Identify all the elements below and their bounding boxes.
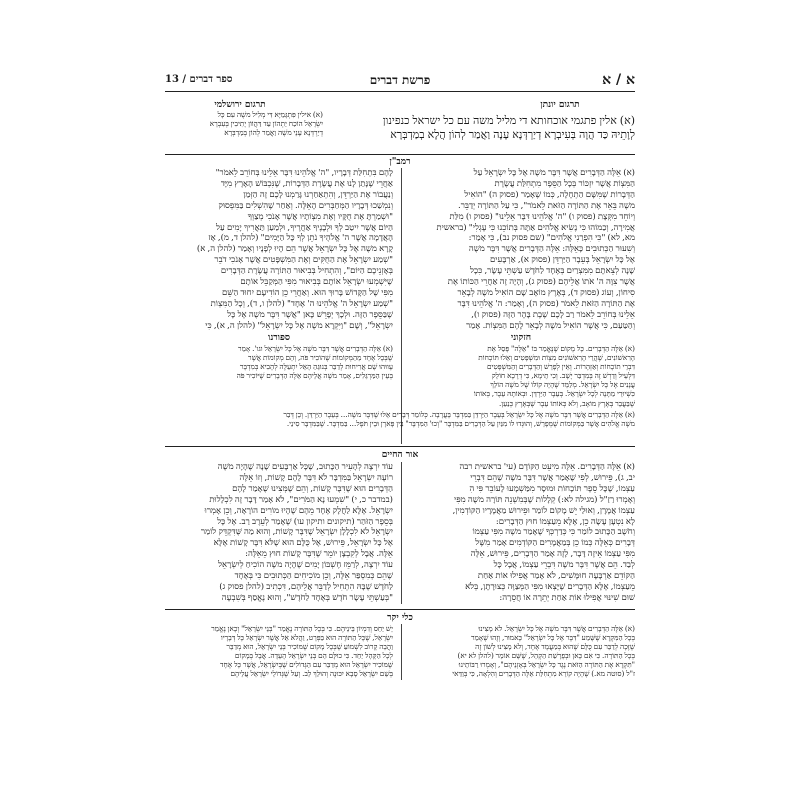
text-line: דִּלְעֵיל וְדַרְשׁ זֶה בְּמִדְבַּר יָשָׁב. וְכִי תֵימָא, כִּי דְרָכָא חוֹלֵק <box>491 371 635 381</box>
text-line: משֶׁה בֵּאֵר אֶת הַתּוֹרָה הַזֹּאת לֵאמֹר", כִּי עַל הַתּוֹרָה יְדַבֵּר. <box>458 200 635 211</box>
text-line: אֲמִירָה, וְכַמוֹהוּ כִּי נֶשִׂיא אֱלֹהִים אַתָּה בְּתוֹכֵנוּ כִּי עֶגְלִי" (בראשית <box>436 222 635 233</box>
text-line: אֶת הַתּוֹרָה הַזֹּאת לֵאמֹר (פסוק ה), וְאָמַר: ה' אֱלֹהֵינוּ דִּבֶּר <box>457 298 635 309</box>
text-line: יִשְׂרָאֵל, שֶׁכָּל הַתּוֹרָה הוּא בַּפְּרָט, וַהֲלֹא אֵל אֲשֶׁר יִשְׂרָאֵל כָּל דְּבָרָיו <box>220 633 393 643</box>
text-line: בְּסֵפֶר הַזֹּהַר (תיקונים ותיקון עו) שֶׁאָמַר לְעֵרֶב רַב. אֶל כָּל <box>217 516 393 527</box>
text-line: (א) אֵלֶּה הַדְּבָרִים אֲשֶׁר דִּבֶּר משֶׁה אֶל כָּל יִשְׂרָאֵל. לֹא מָצִינוּ <box>478 624 635 633</box>
targum-yerushalmi-text <box>165 110 323 137</box>
section-rule <box>165 154 635 155</box>
text-line: (א) אֵלֶּה הַדְּבָרִים אֲשֶׁר דִּבֶּר משֶׁה אֶל כָּל יִשְׂרָאֵל בְּעֵבֶר הַיַּרְדֵּן בַּמִּדְבָּר בָּעֲרָבָה. כְּלוֹמַר דְּבָרִים אֵלּוּ שֶׁדִּבֶּר משֶׁה... בְּעֵבֶר הַיַּרְדֵּן. וְכֵן דְּבַר <box>283 410 635 419</box>
text-line: וְנִמְשַׁכוּ דְּבָרָיו הַמְּחַבְּרִים הָאֵלֶּה. וְאַחַר שֶׁהִשְׁלִים בַּמִּפְסוּק <box>218 200 393 211</box>
text-line: מִפִּי שֶׁל הַקָּדוֹשׁ בָּרוּךְ הוּא. וְאַחֲרֵי כֵן הוֹדִיעָם יִחוּד הַשֵּׁם <box>222 287 393 298</box>
text-line: יִשְׂרָאֵל", וְשָׁם "וַיִּקְרָא משֶׁה אֶל כָּל יִשְׂרָאֵל" (להלן ה, א), כִּי <box>205 320 393 331</box>
text-line: "שְׁמַע יִשְׂרָאֵל ה' אֱלֹהֵינוּ ה' אֶחָד" (להלן ו, ד), וְכָל הַמִּצְוֹת <box>210 298 393 309</box>
section-rule <box>165 446 635 447</box>
text-line: בְּכָל הַמִּקְרָא שֶׁשָּׁמַע "דִּבֶּר אֶל כָּל יִשְׂרָאֵל" כָּאמוּר, וְזֶהוּ שֶׁאָמַר <box>470 633 635 643</box>
running-header <box>165 72 635 88</box>
text-line: עוֹד יִרְצֶה לְהָעִיר הַכָּתוּב, שֶׁכָּל אַרְבָּעִים שָׁנָה שֶׁהָיָה משֶׁה <box>217 462 393 472</box>
section-rule <box>165 609 635 610</box>
text-line: "וּשְׁמַרְתָּ אֶת חֻקָּיו וְאֶת מִצְוֹתָיו אֲשֶׁר אָנֹכִי מְצַוְּךָ <box>247 211 393 222</box>
or-hachaim-title: אור החיים <box>381 450 419 460</box>
text-line: אֲשֶׁר צִוָּה ה' אֹתוֹ אֲלֵיהֶם (פסוק ג), וְהָיָה זֶה אַחֲרֵי הַכּוֹתוֹ אֶת <box>447 277 635 288</box>
text-line: הַמִּצְוֹת אֲשֶׁר יִזְכּוֹר בְּכָל הַסֵּפֶר מִתְחִלַּת עֲשֶׂרֶת <box>494 178 635 189</box>
kli-yakar-title: כלי יקר <box>387 613 413 623</box>
text-line: בְּשֵׁם יִשְׂרָאֵל סָבָא יִכּוּנֶה וְהוּלַךְ לֵב. וְעַל שֶׁגְּדוֹלֵי יִשְׂרָאֵל עֲלֵיהֶם <box>230 669 393 679</box>
document-page <box>165 72 635 734</box>
text-line: מֵעַצְמוֹ, אֶלָּא הַדְּבָרִים שֶׁיָּצְאוּ מִפִּי הַמְּצַוֶּה כְּצוּרָתָן, בְּלֹא <box>465 581 635 592</box>
text-line: "תִּקְרָא אֶת הַתּוֹרָה הַזֹּאת נֶגֶד כָּל יִשְׂרָאֵל בְּאָזְנֵיהֶם", וְאָמְרוּ רַבּוֹתֵינוּ <box>458 660 635 670</box>
text-line: אֵלֶּה. אֲבָל לְקִבְצָן יוֹמֵר שֶׁדִּבֶּר קָשׁוֹת חוּץ מֵאֵלֶּה: <box>245 549 393 560</box>
text-line: (במדבר כ, י) "שִׁמְעוּ נָא הַמֹּרִים", לֹא אָמַר דָּבָר זֶה לִכְלָלוּת <box>209 494 393 505</box>
text-line: (א) אֵלֶּה הַדְּבָרִים אֲשֶׁר דִּבֶּר משֶׁה אֶל כָּל יִשְׂרָאֵל וגו'. אָמַר <box>238 344 393 353</box>
text-line: יֵשׁ יַחַס וְדִמְיוֹן בֵּינֵיהֶם. כִּי בְּכָל הַתּוֹרָה נֶאֱמַר "בְּנֵי יִשְׂרָאֵל" וְכָאן נֶאֱמַר <box>211 624 393 633</box>
targum-yerushalmi-title: תרגום ירושלמי <box>214 100 266 110</box>
chapter-marker: א / א <box>602 72 635 88</box>
text-line: כִּשְׁיוּרֵי מַתָּנָה לְכָל יִשְׂרָאֵל. בְּעֵבֶר הַיַּרְדֵּן. וּבְאוֹתָהּ עֵבֶר, בְּאוֹתוֹ <box>473 389 635 399</box>
mid-note <box>165 410 635 428</box>
text-line: ז"ל (סוטה מא.) שֶׁהָיָה קוֹרֵא מִתְחִלַּת אֵלֶּה הַדְּבָרִים וְהִלְאָה, כִּי בְּוַדַּאי <box>452 669 635 679</box>
text-line: וְאָמְרוּ רַזַ"ל (מגילה לא:) קְלָלוֹת שֶׁבְּמִשְׁנֵה תּוֹרָה משֶׁה מִפִּי <box>454 494 635 505</box>
text-line: משֶׁה אֱלֹהִים אֲשֶׁר בַּמְּקוֹמוֹת שֶׁמְּפָרֵשׁ, וְהוּגְּדוּ לוֹ מִנַּיִן עַל הַדְּבָרִים בַּמִּדְבָּר "וְכוּ' הַמִּדְבָּר" בֵּין פָּארָן וּבֵין תֹּפֶל... בַּמִּדְבָּר. שֶׁבַּמִּדְבָּר סִינַי. <box>286 419 635 429</box>
text-line: הַקּוֹדֵם אַרְבָּעָה חוּמָּשִׁים, לֹא אָמַר אֲפִילוּ אוֹת אַחַת <box>477 571 635 582</box>
text-line: הַדְּבָרוֹת שֶׁמִּשָּׁם הַתְחָלָה, כְּמוֹ שֶׁאָמַר (פסוק ה) "הוֹאִיל <box>464 189 635 200</box>
text-line: וְהַטַּעַם, כִּי אֲשֶׁר הוֹאִיל משֶׁה לְבָאֵר לָהֶם הַמִּצְוֹת. אָמַר <box>466 320 635 331</box>
text-line: מִפִּי עַצְמוֹ אֵיזֶה דָּבָר, לָזֶה אָמַר הַדְּבָרִים, פֵּירוּשׁ, אֵלֶּה <box>470 549 635 560</box>
or-hachaim-right-column <box>407 462 635 604</box>
text-line: שֶׁבְּכָל אֶחָד מֵהַמְּקוֹמוֹת שֶׁהוֹכִיר פֹּה, וְהֵם מְקוֹמוֹת אֲשֶׁר <box>248 353 393 363</box>
text-line: שׁוּם שִׁינּוּי אֲפִילוּ אוֹת אַחַת יְתֵרָה אוֹ חֲסֵרָה: <box>499 592 635 603</box>
text-line: אֶל כָּל יִשְׂרָאֵל בְּעֵבֶר הַיַּרְדֵּן (פסוק א), אַרְבָּעִים <box>489 255 635 266</box>
text-line: יב, ג), פֵּירוּשׁ, לְפִי שֶׁאָמַר אֲשֶׁר דִּבֶּר משֶׁה שֶׁהֵם דִּבְרֵי <box>470 472 635 483</box>
header-rule <box>165 91 635 92</box>
text-line: עַצְמוֹ, שֶׁכָּל סֵפֶר תּוֹכָחוֹת וּמוּסָר מִמַּשְׁמָעוּ לָעוֹבֵר פִּי הִ <box>469 483 635 494</box>
text-line: דְיַרְדְּנָא עָנֵי משֶׁה וַאֲמַר לְהוֹן בְּמַדְבְּרָא <box>224 128 323 138</box>
ramban-title: רמב"ן <box>389 157 411 167</box>
text-line: יִשְׂרָאֵל. אֶלָּא לַחֲלָק אֶחָד מֵהֶם שֶׁהָיוּ מוֹרִים הוֹרָאָה, וְכֵן אָמְרוּ <box>204 505 393 516</box>
text-line: "בְּעַשְׁתֵּי עָשָׂר חֹדֶשׁ בְּאֶחָד לַחֹדֶשׁ", וְהוּא נֶאֱסַף בְּשִׁבְעָה <box>221 592 393 603</box>
text-line: שֶׁמּוֹכִיר יִשְׂרָאֵל הוּא מְדַבֵּר עִם הַגְּדוֹלִים שֶׁבְּיִשְׂרָאֵל, אֲשֶׁר כָּל אֶחָד <box>220 660 393 670</box>
text-line: יִשְׂרָאֵל הוֹכַח יַתְהוֹן עַד דַּהֲוֹוֹן יָתִיבִין בְּעִבְרָא <box>209 119 323 129</box>
text-line: (א) אֵלֶּה הַדְּבָרִים. כָּל מָקוֹם שֶׁנֶּאֱמַר בּוֹ "אֵלֶּה" פָּסַל אֶת <box>487 344 635 353</box>
text-line: שָׁנָה לְצֵאתָם מִמִּצְרַיִם בְּאֶחָד לַחֹדֶשׁ עַשְׁתֵּי עָשָׂר, כִּכָל <box>469 266 635 277</box>
text-line: שֶׁהֵם כְּמִסְפַּר אֵלֶּה, וְכֵן מוֹכִיחִים הַכְּתוּבִים כִּי בְּאֶחָד <box>234 571 393 582</box>
text-line: וַהֲבֵה קָרוֹב לִשְׁמוֹעַ שֶׁבְּכָל מָקוֹם שֶׁמּוֹכִיר בְּנֵי יִשְׂרָאֵל, הוּא מְדַבֵּר <box>226 642 393 652</box>
or-hachaim-left-column <box>165 462 393 604</box>
text-line: אֶל כָּל יִשְׂרָאֵל, פֵּירוּשׁ, אֶל כֻּלָּם הוּא שֶׁלֹּא דִּבֶּר קָשׁוֹת אֶלָּא <box>213 538 393 549</box>
text-line: אַחֲרֵי שֶׁנָּתַן לָנוּ אֶת עֲשֶׂרֶת הַדְּבָרוֹת, שֶׁנִּכְבּוֹשׁ הָאָרֶץ מִיָּד <box>220 178 393 189</box>
ramban-left-column <box>165 168 393 332</box>
text-line: דְּבָרִים כְּאֵלֶּה כְּמוֹ כֵן בְּמַאֲמָרִים הַקּוֹדְמִים אָמַר מִשֶּׁל <box>475 538 635 549</box>
text-line: (א) אֵלֶּה הַדְּבָרִים. אֵלֶּה מִיעֵט הַקּוֹדֶם (עי' בראשית רבה <box>459 462 635 472</box>
chizkuni-text <box>407 344 635 408</box>
text-line: יִשְׂרָאֵל לֹא לִכְלָלָן יִשְׂרָאֵל שֶׁדִּבֶּר קָשׁוֹת, וְהוּא מַה שֶּׁדִּקְדֵּק לוֹמַר <box>200 527 393 538</box>
sforno-title: ספורנו <box>268 333 290 343</box>
text-line: בְּעֵין הַמַּרְגֵּלִים, אָמַר משֶׁה אֲלֵיהֶם אֵלֶּה הַדְּבָרִים שֶׁיּוֹכִיר פֹּה <box>236 371 393 381</box>
text-line: שֶׁבַּסֵּפֶר הַזֶּה. וּלְכָךְ יְפָרֵשׁ כָּאן "אֲשֶׁר דִּבֶּר משֶׁה אֶל כָּל <box>227 309 393 320</box>
text-line: (א) אלין פתגמי אוכחותא די מליל משה עם כל ישראל כנפינון <box>382 114 635 127</box>
text-line: עֲנָנִים אֶל כָּל יִשְׂרָאֵל. מְלַמֵּד שֶׁהָיָה קוֹלוֹ שֶׁל משֶׁה הוֹלֵךְ <box>490 380 635 390</box>
text-line: וְחֹשֶׁב הַכָּתוּב לוֹמַר כִּי כְּדַרְכְּךָ שֶׁאָמַר משֶׁה מִפִּי עַצְמוֹ <box>472 527 635 538</box>
text-line: אֵלֵינוּ בְּחוֹרֵב לֵאמֹר רַב לָכֶם שֶׁבֶת בָּהָר הַזֶּה (פסוק ו), <box>471 309 635 320</box>
kli-yakar-right-column <box>407 624 635 679</box>
text-line: הָרִאשׁוֹנִים, שֶׁהֲרֵי הָרִאשׁוֹנִים מִצְוֹת וּמִשְׁפָּטִים וְאֵלוּ תּוֹכְחוֹת <box>478 353 635 363</box>
text-line: וְנַעֲבוֹר אֶת הַיַּרְדֵּן, וְהִתְאַחַרְנוּ גָּרַמְנוּ לָכֶם זֶה הַזְּמַן <box>243 189 393 200</box>
text-line: בְּאָזְנֵיכֶם הַיּוֹם", וְהִתְחִיל בְּבִיאוּר הַתּוֹרָה עֲשֶׂרֶת הַדְּבָרִים <box>220 266 393 277</box>
text-line: הָאֲדָמָה אֲשֶׁר ה' אֱלֹהֶיךָ נֹתֵן לְךָ כָּל הַיָּמִים" (להלן ד, מ), אָז <box>208 233 393 244</box>
parsha-title: פרשת דברים <box>369 73 431 87</box>
text-line: שֶׁיִּשְׁמְעוּ יִשְׂרָאֵל אוֹתָם בְּבִיאוּר מִפִּי הַמְּקַבֵּל אוֹתָם <box>240 277 393 288</box>
text-line: קָרָא משֶׁה אֶל כָּל יִשְׂרָאֵל אֲשֶׁר הֵם הָיוּ לְפָנָיו וְאָמַר (להלן ה, א) <box>196 244 393 255</box>
text-line: הַדְּבָרִים הוּא שֶׁדִּבֶּר קָשׁוֹת, וְהֵם שֶׁמְּצִינוּ שֶׁאָמַר לָהֶם <box>232 483 393 494</box>
text-line: עַצְמוֹ אֲמָרָן, וְאוּלַי יֵשׁ מָקוֹם לוֹמַר וּפֵירוּשׁ מַאֲמָרָיו הַקּוֹדְמִין, <box>452 505 635 516</box>
text-line: עָווּהוּ שָׁם אֲרִיחוּת לְדַבֵּר בְּנוּגֵהַ הָאֵל יִתְעַלֶּה לְהָבִיא בְּמִדְבָּר <box>239 362 393 372</box>
text-line: רוֹעֶה יִשְׂרָאֵל בַּמִּדְבָּר לֹא דִּבֶּר לָהֶם קָשׁוֹת, וְזוֹ אֵלֶּה <box>239 472 393 483</box>
text-line: בְּכָל הַתּוֹרָה. כִּי אִם כָּאן וּבְפָרָשַׁת הַקְהֵל, שֶׁשָּׁם אוֹמֵר (להלן לא יא) <box>457 651 635 661</box>
text-line: (א) אילין פִּתְגָּמַיָּא דִּי מְלִיל משֶׁה עִם כָּל <box>217 110 323 119</box>
text-line: לָא נִטְעָן עָשָׂה כֵן, אֶלָּא מֵעַצְמוֹ חוּץ הַדְּבָרִים: <box>495 516 635 527</box>
text-line: דִּבְרֵי תוֹכָחוֹת וְאַזְהָרוֹת. וְאֵין לְפָרֵשׁ וְהַדְּבָרִים וְהַמִּשְׁפָּטִים <box>486 362 635 372</box>
text-line: (א) אֵלֶּה הַדְּבָרִים אֲשֶׁר דִּבֶּר משֶׁה אֶל כָּל יִשְׂרָאֵל עַל <box>473 168 635 178</box>
text-line: שֶׁזֶּכָה לְדַבֵּר עִם כֻּלָּם שֶׁהוּא בְּמַעֲמָד אֶחָד, וְלֹא מָצִינוּ לְשׁוֹן זֶה <box>475 642 635 652</box>
kli-yakar-left-column <box>165 624 393 679</box>
book-page-label: ספר דברים / 13 <box>165 74 233 85</box>
chizkuni-title: חזקוני <box>510 333 532 343</box>
text-line: לְוָתֵיהּ כַּד הֲוָה בְּעִיבְרָא דְיַרְדְּנָא עָנָה וַאֲמַר לְהוֹן הֲלָא בְמַדְבְּרָא <box>390 128 635 141</box>
text-line: עוֹד יִרְצֶה, לְרַמֵּז חֶשְׁבּוֹן יָמִים שֶׁהָיָה משֶׁה הוֹכִיחַ לְיִשְׂרָאֵל <box>218 560 393 571</box>
text-line: וְשִׁעוּר הַכְּתוּבִים כָּאֵלֶּה: אֵלֶּה הַדְּבָרִים אֲשֶׁר דִּבֶּר משֶׁה <box>468 244 635 255</box>
text-line: מא, לא) "כִּי הִפְרַנִי אֱלֹהִים" (שם פסוק נב), כִּי אָמַר: <box>468 233 635 244</box>
text-line: וְיוֹחֵד מִקְּצָת (פסוק ו) "ה' אֱלֹהֵינוּ דִּבֶּר אֵלֵינוּ" (פסוק ו) מִלַּת <box>449 211 635 222</box>
column-divider <box>401 462 402 604</box>
column-divider <box>401 624 402 680</box>
text-line: לַחֹדֶשׁ שֶׁבָּהּ הִתְחִיל לְדַבֵּר אֲלֵיהֶם, דִּכְתִיב (להלן פסוק ג) <box>219 581 393 592</box>
targum-yonatan-text <box>335 114 635 142</box>
sforno-text <box>165 344 393 380</box>
text-line: לְכָל הַקָּהָל יַחַד. כִּי כוּלָּם הֵם בְּנֵי יִשְׂרָאֵל הָעֵדָה. אֲבָל בְּמָקוֹם <box>234 651 393 661</box>
targum-yonatan-title: תרגום יונתן <box>540 100 580 110</box>
text-line: הַיּוֹם אֲשֶׁר יִיטַב לְךָ וּלְבָנֶיךָ אַחֲרֶיךָ, וּלְמַעַן תַּאֲרִיךְ יָמִים עַל <box>216 222 393 233</box>
ramban-right-column <box>407 168 635 332</box>
text-line: לָהֶם בִּתְחִלַּת דְּבָרָיו, "ה' אֱלֹהֵינוּ דִּבֶּר אֵלֵינוּ בְּחוֹרֵב לֵאמֹר" <box>215 168 393 178</box>
text-line: סִיחוֹן, וְעוֹג (פסוק ד), בְּאֶרֶץ מוֹאָב שָׁם הוֹאִיל משֶׁה לְבָאֵר <box>457 287 635 298</box>
text-line: שֶׁבַּעֲבֵר בְּאֶרֶץ מוֹאָב, וְלֹא כְּאוֹתוֹ עֵבֶר שֶׁבְּאֶרֶץ כְּנַעַן. <box>498 398 635 408</box>
column-divider <box>401 168 402 444</box>
text-line: "שְׁמַע יִשְׂרָאֵל אֶת הַחֻקִּים וְאֶת הַמִּשְׁפָּטִים אֲשֶׁר אָנֹכִי דֹבֵר <box>214 255 393 266</box>
text-line: לְבַד. הֵם אֲשֶׁר דִּבֶּר משֶׁה דִּבְרֵי עַצְמוֹ, אֲבָל כָּל <box>493 560 635 571</box>
